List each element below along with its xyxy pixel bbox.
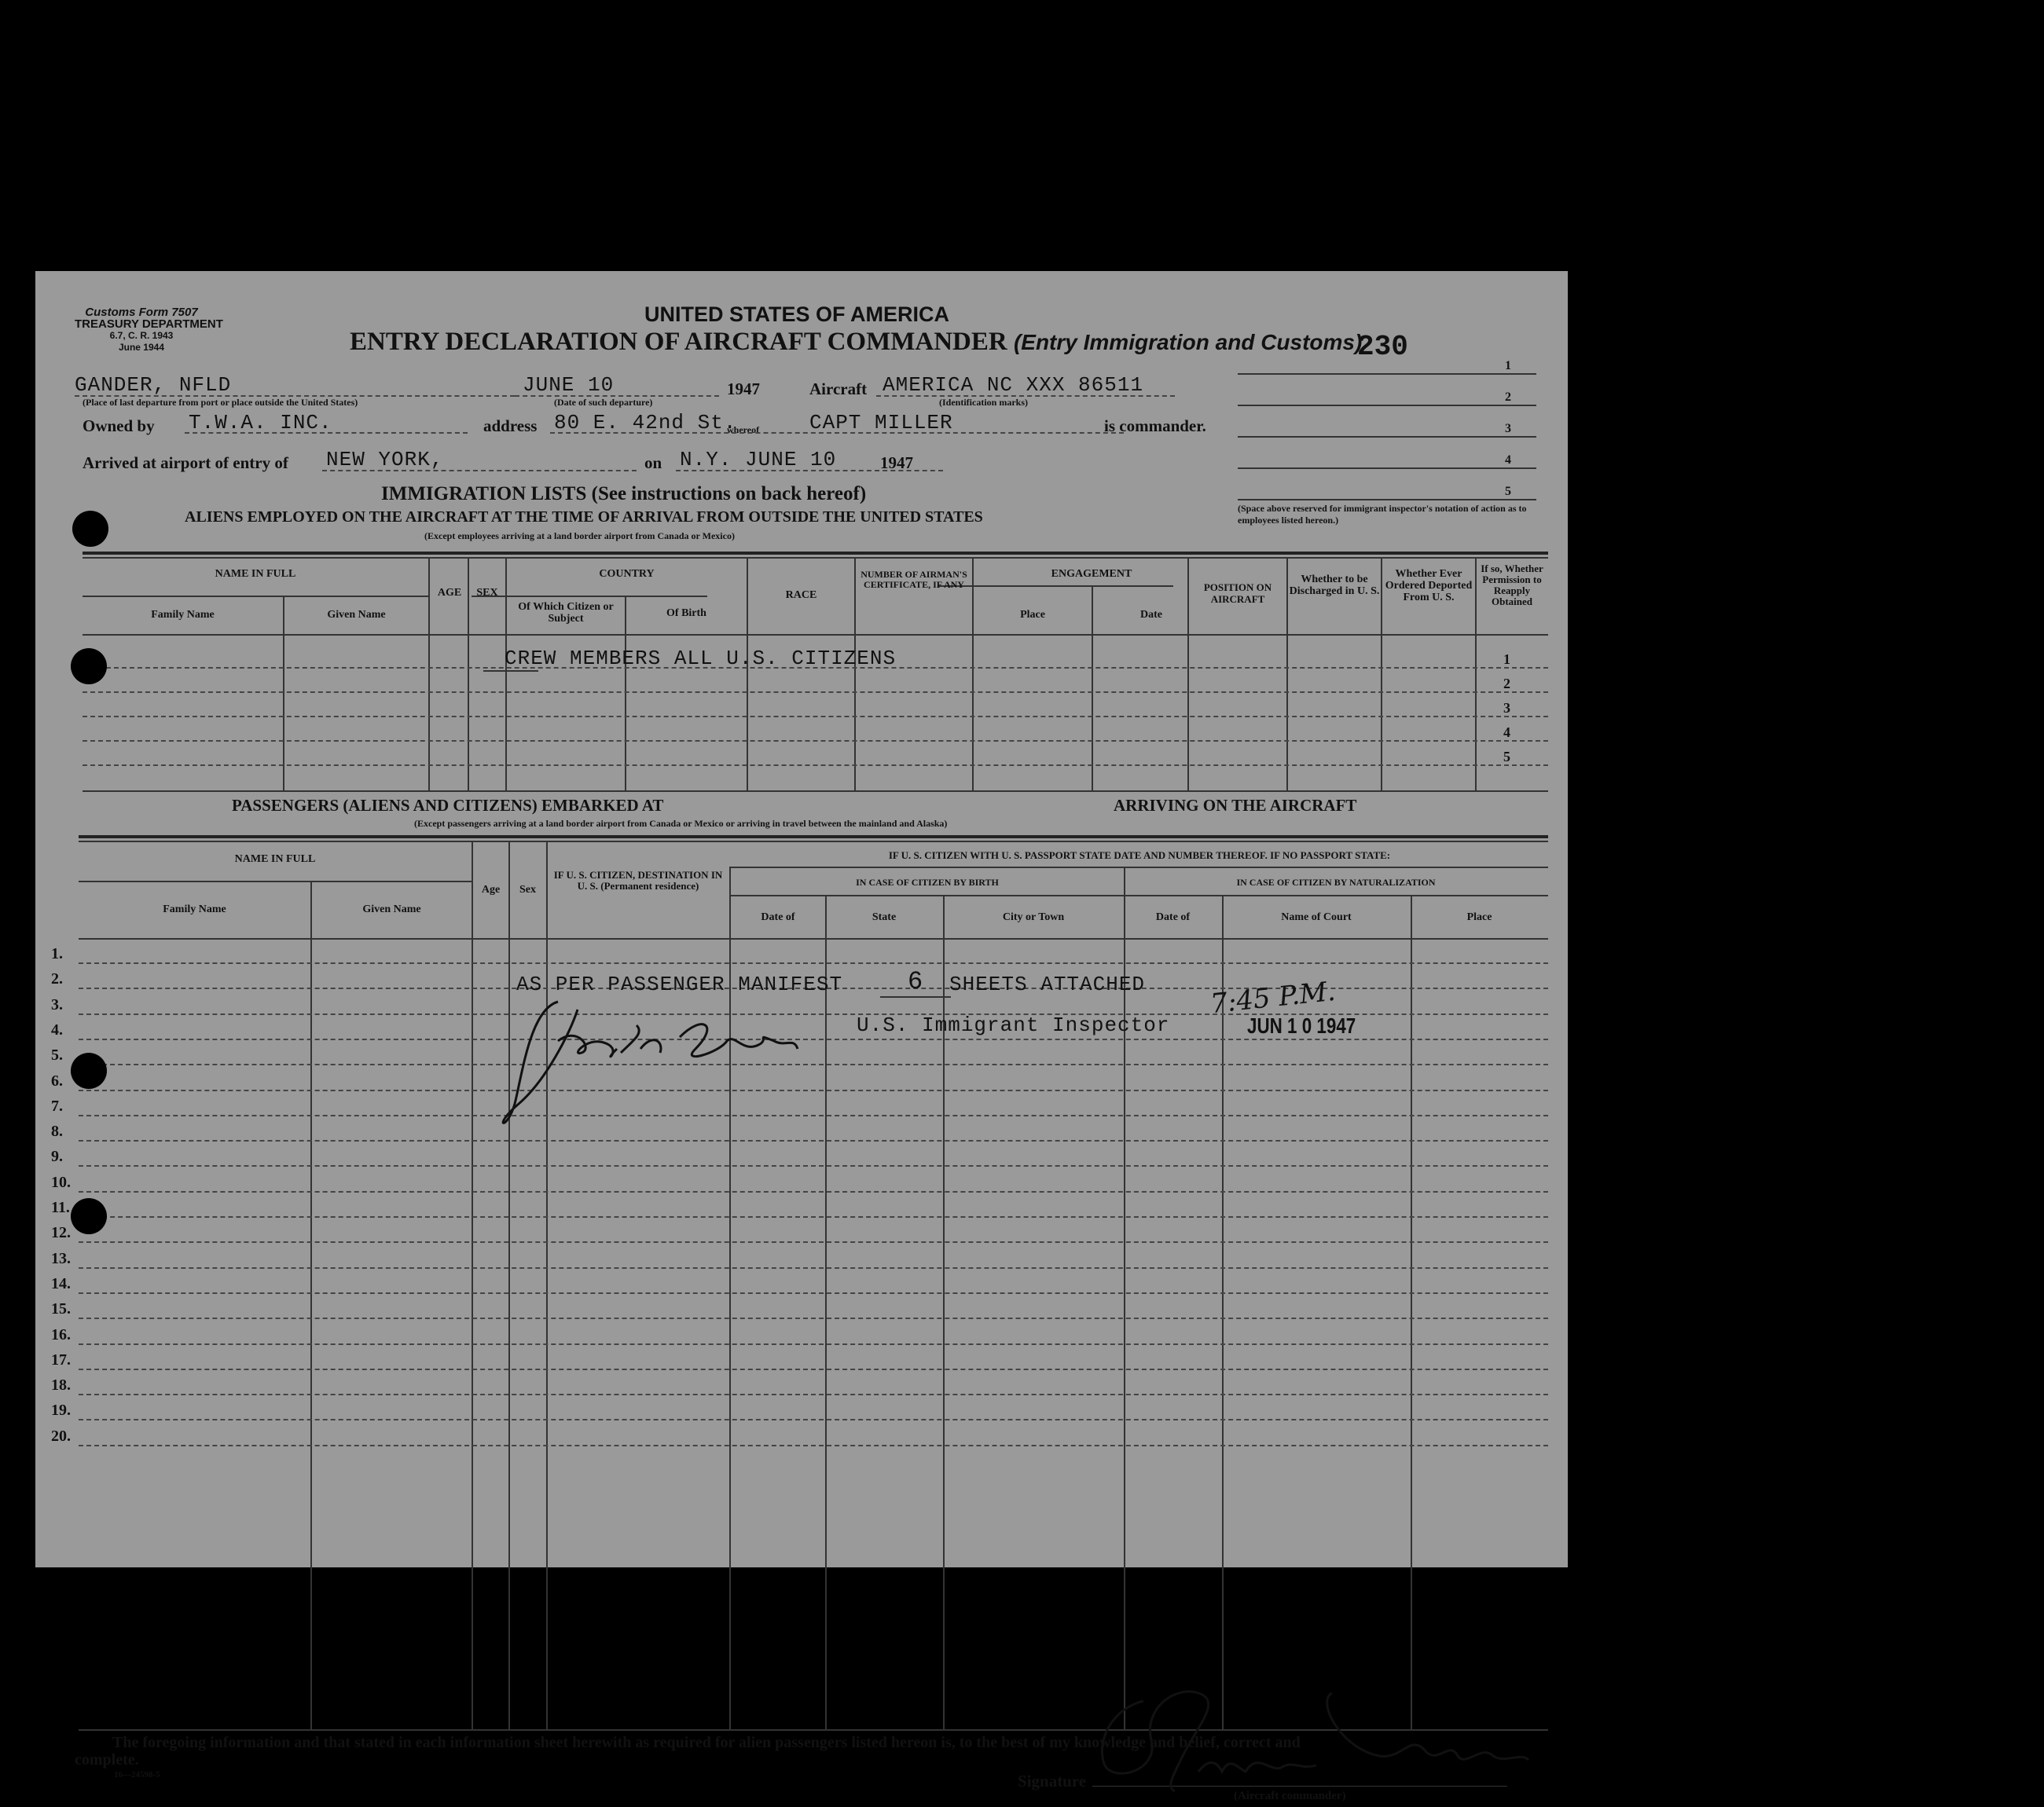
table-row <box>79 1419 1548 1420</box>
col-divider <box>625 596 626 792</box>
field-line <box>322 470 637 471</box>
regulation: 6.7, C. R. 1943 <box>109 330 174 341</box>
pcol-place: Place <box>1466 911 1492 923</box>
manifest-line-a: AS PER PASSENGER MANIFEST <box>516 973 843 996</box>
commander-suffix: is commander. <box>1104 416 1206 435</box>
aircraft-caption: (Identification marks) <box>939 397 1028 408</box>
signature-label: Signature <box>1018 1772 1087 1791</box>
col-deported: Whether Ever Ordered Deported From U. S. <box>1385 568 1473 603</box>
col-divider <box>505 557 507 792</box>
col-divider <box>508 841 510 1729</box>
row-number: 5. <box>51 1046 63 1064</box>
passengers-title-left: PASSENGERS (ALIENS AND CITIZENS) EMBARKED AT <box>232 796 664 815</box>
field-line <box>676 470 943 471</box>
table-subheader-line <box>472 596 707 597</box>
footer-statement2: complete. <box>75 1751 139 1769</box>
punch-hole <box>71 1053 107 1089</box>
right-line <box>1238 436 1536 438</box>
passengers-title-right: ARRIVING ON THE AIRCRAFT <box>1114 796 1357 815</box>
col-divider <box>854 557 856 792</box>
col-divider <box>747 557 748 792</box>
row-number: 3 <box>1503 700 1510 716</box>
footer-statement: The foregoing information and that stated in each information sheet herewith as required for alien passengers listed hereon is, to the best of my knowledge and belief, correct and <box>112 1734 1301 1751</box>
row-number: 2. <box>51 970 63 988</box>
row-number: 1. <box>51 945 63 962</box>
row-number: 3. <box>51 996 63 1013</box>
pcol-name-of-court: Name of Court <box>1281 911 1352 923</box>
manifest-line-b: SHEETS ATTACHED <box>949 973 1146 996</box>
table-row <box>79 962 1548 964</box>
table-row <box>83 691 1548 693</box>
stamp-time: 7:45 P.M. <box>1209 975 1338 1021</box>
col-sex: SEX <box>476 587 498 599</box>
col-country: COUNTRY <box>599 568 655 580</box>
row-number: 13. <box>51 1250 71 1267</box>
manifest-count-underline <box>880 996 951 998</box>
table-row <box>79 1165 1548 1167</box>
row-number: 15. <box>51 1300 71 1318</box>
col-divider <box>972 557 974 792</box>
signature-caption: (Aircraft commander) <box>1234 1790 1346 1802</box>
col-family-name: Family Name <box>151 609 215 621</box>
col-divider <box>1187 557 1189 792</box>
entry-declaration-form <box>35 271 1568 1802</box>
table-row <box>79 1191 1548 1193</box>
department: TREASURY DEPARTMENT <box>75 317 223 331</box>
pcol-destination: IF U. S. CITIZEN, DESTINATION IN U. S. (Permanent residence) <box>553 869 723 892</box>
punch-hole <box>72 511 108 547</box>
right-line-number: 4 <box>1505 453 1511 467</box>
torn-corner <box>1458 1713 1568 1807</box>
row-number: 5 <box>1503 749 1510 764</box>
col-engagement-place: Place <box>1020 609 1045 621</box>
table-row <box>79 1318 1548 1319</box>
table-row <box>79 1292 1548 1294</box>
table-border <box>83 557 1548 559</box>
aircraft-marks: AMERICA NC XXX 86511 <box>883 373 1144 397</box>
table-subheader-line <box>731 895 1548 896</box>
col-permission: If so, Whether Permission to Reapply Obtained <box>1481 563 1543 607</box>
on-label: on <box>644 453 662 472</box>
table-row <box>79 1140 1548 1142</box>
right-line-number: 2 <box>1505 390 1511 404</box>
table-border <box>79 841 1548 842</box>
col-engagement: ENGAGEMENT <box>1051 568 1132 580</box>
address-label: address <box>483 416 538 435</box>
col-divider <box>428 557 430 792</box>
table-row <box>83 716 1548 717</box>
stamp-date: JUN 1 0 1947 <box>1247 1013 1356 1038</box>
title-italic: (Entry Immigration and Customs) <box>1013 330 1363 354</box>
col-name-in-full: NAME IN FULL <box>215 568 296 580</box>
departure-place: GANDER, NFLD <box>75 373 232 397</box>
row-number: 4 <box>1503 724 1510 740</box>
row-number: 14. <box>51 1275 71 1292</box>
inspector-title: U.S. Immigrant Inspector <box>857 1013 1170 1037</box>
title-line2 <box>350 328 1362 357</box>
table-row <box>79 1343 1548 1345</box>
row-number: 10. <box>51 1174 71 1191</box>
row-number: 2 <box>1503 676 1510 691</box>
right-line-number: 3 <box>1505 422 1511 435</box>
departure-date-caption: (Date of such departure) <box>554 397 653 408</box>
print-code: 16—24598-5 <box>114 1770 160 1780</box>
pcol-family-name: Family Name <box>163 903 226 915</box>
table-row <box>79 1445 1548 1446</box>
col-divider <box>1475 557 1477 792</box>
right-line <box>1238 373 1536 375</box>
table-row <box>79 1369 1548 1370</box>
form-id-block <box>75 306 223 354</box>
col-age: AGE <box>437 587 462 599</box>
passengers-note: (Except passengers arriving at a land border airport from Canada or Mexico or arriving in travel between the mainland and Alaska) <box>414 818 948 829</box>
immigration-subtitle: ALIENS EMPLOYED ON THE AIRCRAFT AT THE TIME OF ARRIVAL FROM OUTSIDE THE UNITED STATES <box>185 508 983 526</box>
pcol-given-name: Given Name <box>362 903 421 915</box>
row-number: 9. <box>51 1148 63 1165</box>
right-line-number: 5 <box>1505 485 1511 498</box>
row-number: 19. <box>51 1402 71 1419</box>
row-number: 4. <box>51 1021 63 1039</box>
departure-place-caption: (Place of last departure from port or place outside the United States) <box>83 397 358 408</box>
col-divider <box>310 881 312 1729</box>
pcol-date-of2: Date of <box>1155 911 1191 923</box>
right-line-number: 1 <box>1505 359 1511 372</box>
row-number: 18. <box>51 1376 71 1394</box>
punch-hole <box>71 648 107 684</box>
pcol-city-or-town: City or Town <box>1002 911 1065 923</box>
table-row <box>79 1394 1548 1395</box>
immigration-note: (Except employees arriving at a land border airport from Canada or Mexico) <box>424 530 735 541</box>
inspector-signature <box>483 978 845 1135</box>
arrival-airport: NEW YORK, <box>326 448 444 471</box>
immigration-title: IMMIGRATION LISTS (See instructions on back hereof) <box>381 483 867 504</box>
table-subheader-line <box>731 867 1548 868</box>
pcol-name-in-full: NAME IN FULL <box>234 853 316 865</box>
owned-by-label: Owned by <box>83 416 155 435</box>
table-row <box>79 1241 1548 1243</box>
col-given-name: Given Name <box>327 609 386 621</box>
table-border <box>83 552 1548 555</box>
table-row <box>79 1267 1548 1269</box>
form-date: June 1944 <box>118 342 165 353</box>
pcol-age: Age <box>481 884 501 896</box>
row-number: 16. <box>51 1326 71 1343</box>
crew-underline <box>483 670 538 672</box>
col-position: POSITION ON AIRCRAFT <box>1203 581 1272 605</box>
owner: T.W.A. INC. <box>189 411 332 434</box>
punch-hole <box>71 1198 107 1234</box>
table-row <box>83 764 1548 766</box>
departure-year: 1947 <box>727 379 760 398</box>
col-engagement-date: Date <box>1140 609 1162 621</box>
table-subheader-line <box>83 596 428 597</box>
col-divider <box>1381 557 1382 792</box>
table-row <box>83 740 1548 742</box>
row-number: 20. <box>51 1428 71 1445</box>
arrival-year: 1947 <box>880 453 913 472</box>
row-number: 7. <box>51 1098 63 1115</box>
address: 80 E. 42nd St. <box>554 411 737 434</box>
row-number: 17. <box>51 1351 71 1369</box>
table-header-bottom <box>79 938 1548 940</box>
departure-date: JUNE 10 <box>523 373 615 397</box>
row-number: 6. <box>51 1072 63 1090</box>
col-divider <box>1411 895 1412 1729</box>
row-number: 12. <box>51 1224 71 1241</box>
pcol-date-of: Date of <box>761 911 795 923</box>
whereof-label: whereof <box>727 424 760 435</box>
col-divider <box>1286 557 1288 792</box>
arrived-label: Arrived at airport of entry of <box>83 453 288 472</box>
aircraft-label: Aircraft <box>809 379 868 398</box>
pcol-state: State <box>872 911 897 923</box>
pcol-by-birth: IN CASE OF CITIZEN BY BIRTH <box>856 877 999 888</box>
table-subheader-line <box>79 881 472 882</box>
table-bottom <box>83 790 1548 792</box>
right-line <box>1238 467 1536 469</box>
row-number: 1 <box>1503 651 1510 667</box>
col-divider <box>1222 895 1224 1729</box>
table-border <box>79 835 1548 838</box>
col-divider <box>283 596 284 792</box>
right-line <box>1238 499 1536 500</box>
pcol-passport: IF U. S. CITIZEN WITH U. S. PASSPORT STATE DATE AND NUMBER THEREOF. IF NO PASSPORT STATE: <box>888 849 1391 861</box>
col-race: RACE <box>785 589 817 601</box>
table-header-bottom <box>83 634 1548 636</box>
title-line1: UNITED STATES OF AMERICA <box>644 302 949 326</box>
form-number: 230 <box>1357 331 1408 363</box>
pcol-by-naturalization: IN CASE OF CITIZEN BY NATURALIZATION <box>1236 877 1436 888</box>
title-main: ENTRY DECLARATION OF AIRCRAFT COMMANDER <box>350 328 1007 356</box>
col-divider <box>1092 585 1093 792</box>
col-citizen-of: Of Which Citizen or Subject <box>518 601 614 625</box>
field-line <box>185 432 468 434</box>
col-airman-cert: NUMBER OF AIRMAN'S CERTIFICATE, IF ANY <box>861 569 967 590</box>
crew-entry: CREW MEMBERS ALL U.S. CITIZENS <box>505 647 897 670</box>
table-row <box>79 1216 1548 1218</box>
right-line <box>1238 405 1536 406</box>
inspector-note: (Space above reserved for immigrant inspector's notation of action as to employees listed hereon.) <box>1238 503 1527 526</box>
manifest-count: 6 <box>908 967 924 996</box>
pcol-sex: Sex <box>519 884 536 896</box>
col-divider <box>472 841 473 1729</box>
arrival-date: N.Y. JUNE 10 <box>680 448 837 471</box>
col-discharged: Whether to be Discharged in U. S. <box>1289 574 1380 597</box>
row-number: 11. <box>51 1199 70 1216</box>
form-id: Customs Form 7507 <box>85 306 198 319</box>
field-line <box>550 432 1124 434</box>
commander: CAPT MILLER <box>809 411 953 434</box>
col-birth: Of Birth <box>666 607 706 619</box>
row-number: 8. <box>51 1123 63 1140</box>
col-divider <box>468 557 469 792</box>
